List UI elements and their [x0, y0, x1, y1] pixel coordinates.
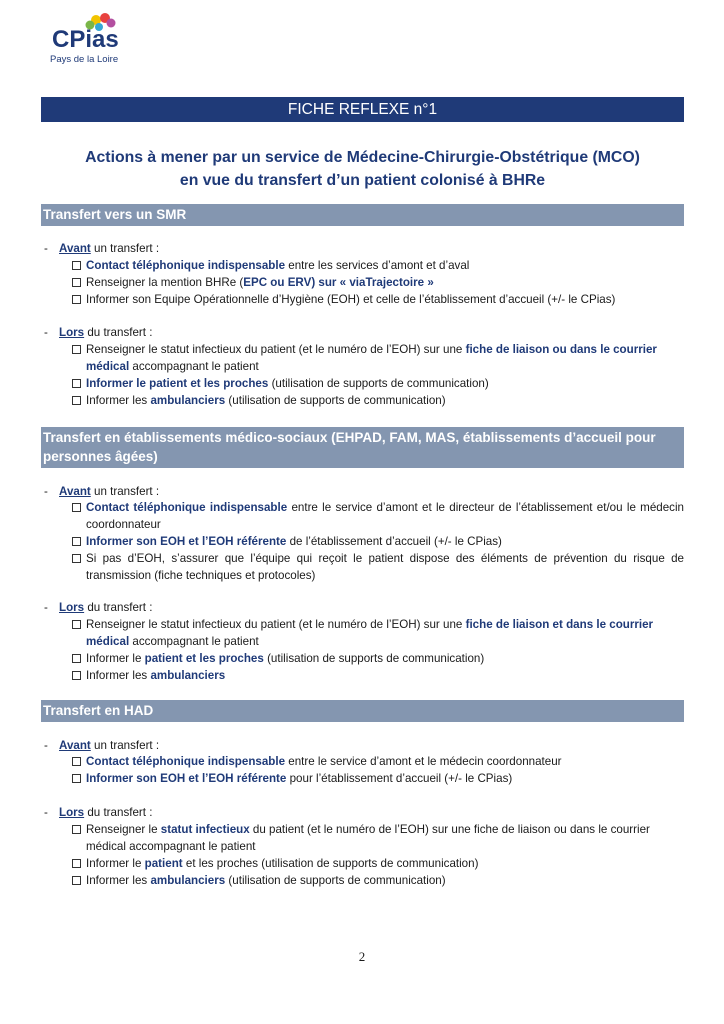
section-heading-smr: Transfert vers un SMR: [41, 204, 684, 226]
checklist-item: [72, 668, 684, 685]
checklist-item: [72, 754, 684, 771]
checkbox-icon: [72, 620, 81, 629]
item-text: Informer son Equipe Opérationnelle d’Hygiène (EOH) et celle de l’établissement d’accueil (+/- le CPias): [86, 293, 616, 306]
lead-text: un transfert :: [90, 485, 160, 498]
checkbox-icon: [72, 654, 81, 663]
item-bold: Contact téléphonique indispensable: [86, 501, 288, 514]
item-text: Informer le: [86, 857, 145, 870]
checkbox-icon: [72, 859, 81, 868]
item-bold: patient: [144, 857, 183, 870]
item-bold: Informer son EOH et l’EOH référente: [86, 535, 287, 548]
section-heading-medico-sociaux: Transfert en établissements médico-sociaux (EHPAD, FAM, MAS, établissements d’accueil pour personnes âgées): [41, 427, 684, 468]
keyword-avant: Avant: [59, 485, 91, 498]
keyword-avant: Avant: [59, 242, 91, 255]
checklist-item: [72, 551, 684, 584]
checkbox-icon: [72, 671, 81, 680]
item-text: Informer les: [86, 669, 151, 682]
checklist-item: [72, 534, 684, 551]
item-text: Informer les: [86, 874, 151, 887]
cpias-logo: [48, 12, 132, 66]
lead-lors: - Lors du transfert :: [44, 326, 153, 339]
item-text: accompagnant le patient: [129, 359, 259, 373]
item-text: entre le service d’amont et le directeur de l’établissement et/ou le médecin coordonnateur: [86, 501, 684, 531]
page-number: 2: [358, 949, 366, 964]
item-text: entre les services d’amont et d’aval: [285, 259, 470, 272]
item-bold: fiche de liaison et dans le courrier médical: [86, 618, 654, 648]
item-text: de l’établissement d’accueil (+/- le CPias): [286, 535, 502, 548]
checkbox-icon: [72, 345, 81, 354]
checkbox-icon: [72, 554, 81, 563]
checkbox-icon: [72, 774, 81, 783]
logo-subtitle: Pays de la Loire: [50, 54, 119, 65]
item-text: (utilisation de supports de communication): [263, 652, 485, 665]
lead-lors: - Lors du transfert :: [44, 806, 153, 819]
checklist-item: [72, 393, 684, 410]
item-text: du patient (et le numéro de l’EOH) sur une fiche de liaison ou dans le courrier médical accompagnant le patient: [86, 823, 650, 853]
title-line-1: Actions à mener par un service de Médecine-Chirurgie-Obstétrique (MCO): [85, 149, 640, 166]
checklist-item: [72, 873, 684, 890]
checklist-item: [72, 651, 684, 668]
checkbox-icon: [72, 876, 81, 885]
item-bold: Contact téléphonique indispensable: [86, 259, 286, 272]
item-text: Renseigner le statut infectieux du patient (et le numéro de l’EOH) sur une: [86, 343, 466, 356]
checklist-item: [72, 342, 684, 375]
item-text: Informer les: [86, 394, 151, 407]
item-bold: statut infectieux: [160, 823, 250, 836]
keyword-lors: Lors: [59, 601, 85, 614]
checkbox-icon: [72, 278, 81, 287]
item-text: accompagnant le patient: [129, 634, 259, 648]
keyword-lors: Lors: [59, 326, 85, 339]
checkbox-icon: [72, 503, 81, 512]
checklist-item: [72, 376, 684, 393]
lead-text: un transfert :: [90, 739, 160, 752]
checkbox-icon: [72, 295, 81, 304]
item-bold: EPC ou ERV) sur « viaTrajectoire »: [243, 276, 434, 289]
checkbox-icon: [72, 537, 81, 546]
checklist-item: [72, 275, 684, 292]
item-bold: ambulanciers: [150, 669, 226, 682]
lead-avant: - Avant un transfert :: [44, 739, 160, 752]
checklist-item: [72, 500, 684, 533]
checkbox-icon: [72, 379, 81, 388]
title-line-2: en vue du transfert d’un patient colonisé à BHRe: [179, 172, 546, 189]
checkbox-icon: [72, 757, 81, 766]
item-text: (utilisation de supports de communication): [268, 377, 489, 390]
checklist-item: [72, 822, 684, 855]
fiche-banner: FICHE REFLEXE n°1: [41, 97, 684, 122]
item-bold: patient et les proches: [144, 652, 264, 665]
checklist-item: [72, 258, 684, 275]
item-bold: ambulanciers: [150, 394, 226, 407]
item-bold: Informer son EOH et l’EOH référente: [86, 772, 287, 785]
item-text: Renseigner le statut infectieux du patient (et le numéro de l’EOH) sur une: [86, 618, 466, 631]
checkbox-icon: [72, 825, 81, 834]
lead-avant: - Avant un transfert :: [44, 485, 160, 498]
lead-text: un transfert :: [90, 242, 160, 255]
lead-text: du transfert :: [84, 601, 153, 614]
item-text: (utilisation de supports de communication): [225, 394, 446, 407]
item-text: pour l’établissement d’accueil (+/- le CPias): [286, 772, 513, 785]
section-heading-had: Transfert en HAD: [41, 700, 684, 722]
keyword-avant: Avant: [59, 739, 91, 752]
item-text: Renseigner le: [86, 823, 161, 836]
checkbox-icon: [72, 261, 81, 270]
lead-avant: - Avant un transfert :: [44, 242, 160, 255]
lead-lors: - Lors du transfert :: [44, 601, 153, 614]
checkbox-icon: [72, 396, 81, 405]
item-text: Si pas d’EOH, s’assurer que l’équipe qui reçoit le patient dispose des éléments de prévention du risque de transmission (fiche techniques et protocoles): [86, 552, 684, 582]
document-title: [41, 146, 684, 192]
checklist-item: [72, 617, 684, 650]
checklist-item: [72, 771, 684, 788]
item-bold: Contact téléphonique indispensable: [86, 755, 286, 768]
lead-text: du transfert :: [84, 326, 153, 339]
item-text: entre le service d’amont et le médecin coordonnateur: [285, 755, 562, 768]
logo-brand: CPias: [52, 26, 119, 53]
item-text: Informer le: [86, 652, 145, 665]
checklist-item: [72, 856, 684, 873]
keyword-lors: Lors: [59, 806, 85, 819]
item-text: (utilisation de supports de communication): [225, 874, 446, 887]
lead-text: du transfert :: [84, 806, 153, 819]
item-bold: Informer le patient et les proches: [86, 377, 269, 390]
item-text: et les proches (utilisation de supports de communication): [182, 857, 479, 870]
item-bold: fiche de liaison ou dans le courrier médical: [86, 343, 657, 373]
checklist-item: [72, 292, 684, 309]
item-text: Renseigner la mention BHRe (: [86, 276, 244, 289]
item-bold: ambulanciers: [150, 874, 226, 887]
